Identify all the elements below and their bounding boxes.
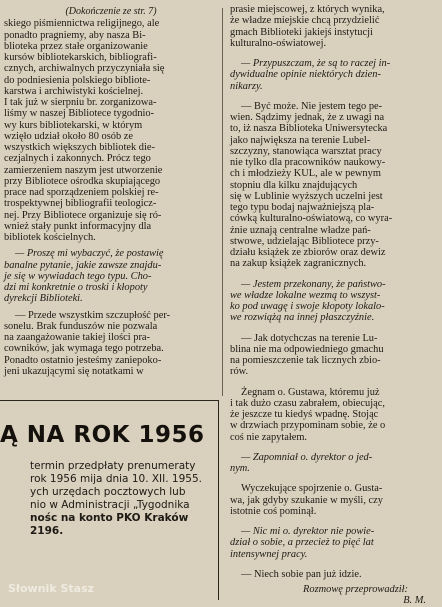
text-line: ko pod uwagę i swoje kłopoty lokalo- — [230, 301, 385, 312]
ad-line: rok 1956 mija dnia 10. XII. 1955. — [30, 473, 202, 485]
text-line: je się w wywiadach tego typu. Cho- — [4, 270, 152, 282]
text-line: nikarzy. — [230, 80, 263, 92]
left-body-paragraph — [4, 18, 218, 243]
text-line: to, iż nasza Biblioteka Uniwersytecka — [230, 123, 388, 135]
text-line: blina nie ma odpowiedniego gmachu — [230, 343, 384, 355]
signature-intro: Rozmowę przeprowadził: — [303, 584, 408, 595]
text-line: coś nie zapytałem. — [230, 431, 308, 443]
ad-box-top-rule — [0, 400, 218, 401]
text-line: stwowe, udzielając Bibliotece przy- — [230, 235, 379, 247]
text-line: — Przede wszystkim szczupłość per- — [15, 309, 171, 321]
text-line: I tak już w sierpniu br. zorganizowa- — [4, 97, 157, 108]
text-line: sonelu. Brak funduszów nie pozwala — [4, 320, 158, 332]
text-line: na zakup książek zagranicznych. — [230, 258, 367, 270]
text-line: skiego piśmiennictwa religijnego, ale — [4, 18, 160, 30]
text-line: we rozwiążą na innej płaszczyźnie. — [230, 312, 375, 324]
text-line: — Jestem przekonany, że państwo- — [241, 278, 386, 290]
signature: B. M. — [403, 595, 426, 607]
text-line: nie tylko dla pracowników naukowy- — [230, 157, 386, 168]
text-line: ponadto pragniemy, aby nasza Bi- — [4, 29, 146, 41]
text-line: ch i młodzieży KUL, ale w pewnym — [230, 168, 381, 180]
ad-line: nośc na konto PKO Kraków — [30, 512, 189, 524]
text-line: cówką kulturalno-oświatową, co wyra- — [230, 213, 393, 225]
text-line: blioteka przez stałe organizowanie — [4, 40, 148, 52]
text-line: gmach Biblioteki jakiejś instytucji — [230, 26, 373, 38]
answer-6: — Niech sobie pan już idzie. — [241, 568, 362, 580]
ad-line: ych urzędach pocztowych lub — [30, 486, 186, 498]
text-line: istotnie coś pominął. — [230, 505, 317, 517]
text-line: dzi mi konkretnie o troski i kłopoty — [4, 282, 148, 293]
question-5 — [230, 452, 436, 475]
text-line: — Nic mi o. dyrektor nie powie- — [241, 526, 375, 537]
text-line: Ponadto ostatnio jesteśmy zaniepoko- — [4, 354, 162, 366]
text-line: jeni ukazującymi się notatkami w — [4, 365, 144, 377]
text-line: i tak dużo czasu zabrałem, obiecując, — [230, 397, 385, 409]
text-line: jako największa na terenie Lubel- — [230, 134, 371, 146]
text-line: bibliotek kościelnych. — [4, 232, 96, 243]
text-line: w drzwiach przypominam sobie, że o — [230, 420, 386, 432]
text-line: źnie uznają centralne władze pań- — [230, 224, 371, 236]
text-line: prasie miejscowej, z których wynika, — [230, 4, 385, 15]
text-line: — Jak dotychczas na terenie Lu- — [241, 332, 378, 344]
right-column — [230, 4, 436, 607]
paragraph-4 — [230, 387, 436, 443]
text-line: na pomieszczenie tak licznych zbio- — [230, 355, 381, 366]
text-line: trospektywnej bibliografii teologicz- — [4, 198, 157, 210]
text-line: tego typu bodaj najważniejszą pla- — [230, 202, 375, 213]
left-column — [4, 4, 218, 377]
ad-line: 2196. — [30, 525, 64, 537]
question-3 — [230, 279, 436, 324]
text-line: rów. — [230, 366, 249, 378]
ad-box-side-rule — [218, 400, 219, 600]
text-line: — Być może. Nie jestem tego pe- — [241, 100, 383, 112]
continuation-header: (Dokończenie ze str. 7) — [65, 6, 157, 17]
text-line: cznych, archiwalnych przyczyniała się — [4, 63, 165, 75]
text-line: działu książek ze zbiorów oraz dewiz — [230, 247, 386, 258]
paragraph-5 — [230, 483, 436, 517]
text-line: wa, jak gdyby szukanie w myśli, czy — [230, 494, 383, 506]
text-line: do podniesienia polskiego bibliote- — [4, 74, 151, 86]
text-line: kursów bibliotekarskich, bibliografi- — [4, 52, 157, 63]
text-line: we władze lokalne wezmą to wszyst- — [230, 289, 381, 301]
ad-line: nio w Administracji „Tygodnika — [30, 499, 190, 511]
text-line: liśmy w naszej Bibliotece tygodnio- — [4, 108, 155, 120]
text-line: się w Lublinie wyższych uczelni jest — [230, 190, 383, 202]
text-line: prace nad sporządzeniem polskiej re- — [4, 187, 159, 198]
text-line: kulturalno-oświatowej. — [230, 37, 327, 49]
text-line: stopniu dla kilku znajdujących — [230, 179, 358, 191]
text-line: dyrekcji Biblioteki. — [4, 293, 83, 305]
text-line: nym. — [230, 463, 250, 474]
text-line: — Proszę mi wybaczyć, że postawię — [15, 248, 164, 260]
interview-answer — [4, 310, 218, 378]
text-line: na zaangażowanie takiej ilości pra- — [4, 332, 150, 343]
answer-3 — [230, 333, 436, 378]
text-line: — Zapomniał o. dyrektor o jed- — [241, 451, 373, 463]
text-line: że jeszcze tu kiedyś wpadnę. Stojąc — [230, 409, 379, 420]
text-line: Wyczekujące spojrzenie o. Gusta- — [241, 483, 383, 495]
right-top-paragraph — [230, 4, 436, 49]
text-line: że władze miejskie chcą przydzielić — [230, 15, 380, 27]
text-line: nej. Przy Bibliotece organizuje się ró- — [4, 209, 162, 221]
text-line: zamierzeniem naszym jest utworzenie — [4, 164, 163, 176]
text-line: dywidualne opinie niektórych dzien- — [230, 69, 381, 81]
text-line: karstwa i archiwistyki kościelnej. — [4, 85, 144, 97]
question-6 — [230, 526, 436, 560]
text-line: wzięło udział około 80 osób ze — [4, 130, 133, 142]
text-line: dział o sobie, a przecież to pięć lat — [230, 537, 374, 549]
text-line: Żegnam o. Gustawa, któremu już — [241, 386, 380, 398]
column-divider — [222, 8, 223, 396]
answer-2 — [230, 101, 436, 270]
question-2 — [230, 58, 436, 92]
text-line: szczyzny, stanowiąca warsztat pracy — [230, 145, 382, 157]
ad-line: termin przedpłaty prenumeraty — [30, 460, 196, 472]
text-line: cezjalnych i zakonnych. Prócz tego — [4, 153, 151, 165]
interview-question — [4, 248, 218, 304]
ad-title: Ą NA ROK 1956 — [0, 422, 205, 448]
text-line: wien. Sądzimy jednak, że z uwagi na — [230, 112, 385, 123]
text-line: wnież stały punkt informacyjny dla — [4, 220, 152, 232]
text-line: wszystkich większych bibliotek die- — [4, 142, 155, 153]
text-line: — Przypuszczam, że są to raczej in- — [241, 58, 391, 69]
text-line: intensywnej pracy. — [230, 548, 308, 560]
text-line: przy Bibliotece ośrodka skupiającego — [4, 175, 161, 187]
ad-body — [30, 460, 210, 538]
text-line: banalne pytanie, jakie zawsze znajdu- — [4, 259, 162, 271]
watermark: Słownik Stasz — [8, 582, 95, 595]
text-line: cowników, jak wymaga tego potrzeba. — [4, 343, 164, 355]
text-line: wy kurs bibliotekarski, w którym — [4, 119, 143, 131]
